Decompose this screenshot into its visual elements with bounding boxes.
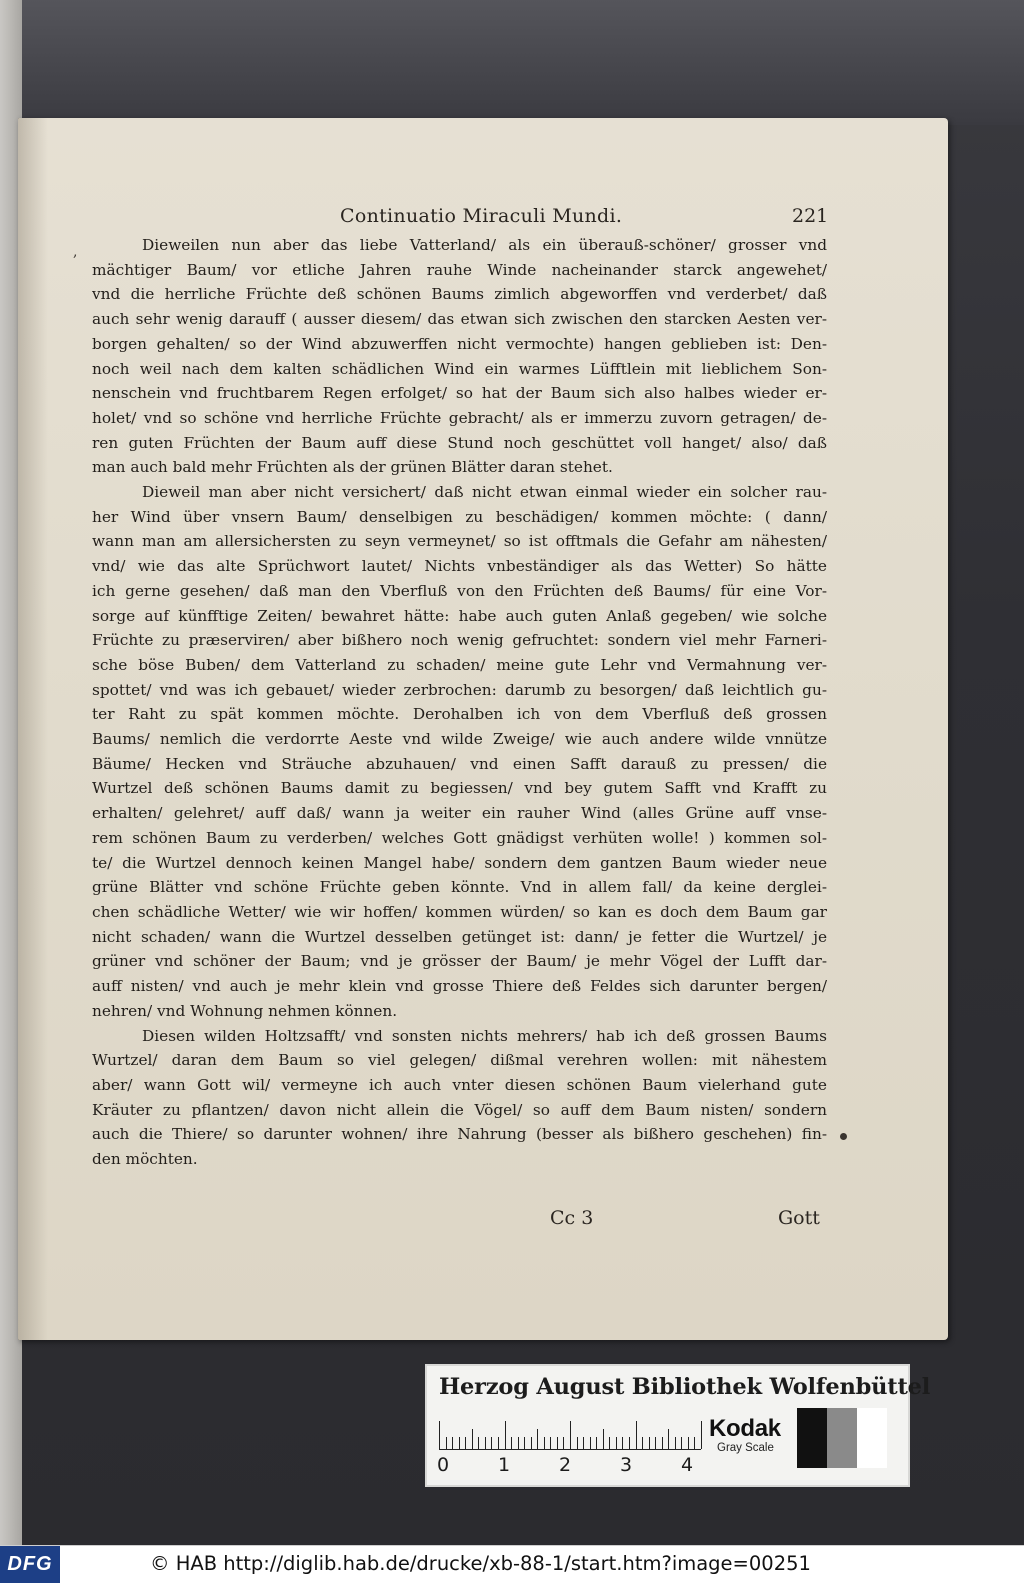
ruler-tick <box>577 1437 578 1449</box>
footer-credit: © HAB http://diglib.hab.de/drucke/xb-88-1/start.htm?image=00251 <box>150 1552 811 1575</box>
ruler-tick <box>472 1429 473 1449</box>
text-line: te/ die Wurtzel dennoch keinen Mangel habe/ sondern dem gantzen Baum wieder neue <box>92 853 827 872</box>
ruler-label: 1 <box>497 1454 511 1476</box>
ruler-label: 4 <box>680 1454 694 1476</box>
ruler-tick <box>478 1437 479 1449</box>
text-line: Bäume/ Hecken vnd Sträuche abzuhauen/ vnd einen Safft darauß zu pressen/ die <box>92 754 827 773</box>
text-line: vnd/ wie das alte Sprüchwort lautet/ Nichts vnbeständiger als das Wetter) So hätte <box>92 557 827 576</box>
ruler-tick <box>616 1437 617 1449</box>
footer-bar <box>0 1545 1024 1583</box>
margin-dot <box>840 1133 847 1140</box>
ruler-tick <box>465 1437 466 1449</box>
running-head <box>0 205 1024 233</box>
text-line: chen schädliche Wetter/ wie wir hoffen/ kommen würden/ so kan es doch dem Baum gar <box>92 902 827 921</box>
scale-ruler <box>439 1419 701 1450</box>
ruler-tick <box>668 1429 669 1449</box>
text-line: grüner vnd schöner der Baum; vnd je grösser der Baum/ je mehr Vögel der Lufft dar- <box>92 952 827 971</box>
text-line: noch weil nach dem kalten schädlichen Wind ein warmes Lüfftlein mit lieblichem Son- <box>92 359 827 378</box>
target-title: Herzog August Bibliothek Wolfenbüttel <box>439 1374 931 1400</box>
ruler-tick <box>570 1421 571 1449</box>
text-line: ich gerne gesehen/ daß man den Vberfluß von den Früchten deß Baums/ für eine Vor- <box>92 581 827 600</box>
ruler-tick <box>622 1437 623 1449</box>
ruler-tick <box>603 1429 604 1449</box>
ruler-label: 0 <box>436 1454 450 1476</box>
text-line: Dieweil man aber nicht versichert/ daß nicht etwan einmal wieder ein solcher rau- <box>142 483 827 502</box>
text-line: sche böse Buben/ dem Vatterland zu schaden/ meine gute Lehr vnd Vermahnung ver- <box>92 655 827 674</box>
paragraph <box>92 1024 827 1172</box>
kodak-subtitle: Gray Scale <box>717 1442 774 1454</box>
ruler-tick <box>537 1429 538 1449</box>
ruler-tick <box>649 1437 650 1449</box>
paragraph <box>92 233 827 480</box>
kodak-brand: Kodak <box>709 1415 781 1442</box>
signature-mark: Cc 3 <box>550 1207 594 1229</box>
ruler-tick <box>675 1437 676 1449</box>
text-line: nehren/ vnd Wohnung nehmen können. <box>92 1001 398 1020</box>
dfg-logo: DFG <box>0 1546 60 1583</box>
gray-swatch <box>797 1408 827 1468</box>
ruler-labels <box>436 1454 701 1478</box>
text-line: Früchte zu præserviren/ aber bißhero noch wenig gefruchtet: sondern viel mehr Farneri- <box>92 631 827 650</box>
ruler-tick <box>544 1437 545 1449</box>
color-target-card <box>425 1364 931 1487</box>
body-text <box>92 233 827 1172</box>
text-line: ter Raht zu spät kommen möchte. Derohalben ich von dem Vberfluß deß grossen <box>92 705 827 724</box>
ruler-tick <box>505 1421 506 1449</box>
text-line: Kräuter zu pflantzen/ davon nicht allein die Vögel/ so auff dem Baum nisten/ sondern <box>92 1100 827 1119</box>
text-line: Wurtzel/ daran dem Baum so viel gelegen/ dißmal verehren wollen: mit nähestem <box>92 1051 827 1070</box>
text-line: auff nisten/ vnd auch je mehr klein vnd grosse Thiere deß Feldes sich darunter bergen/ <box>92 977 827 996</box>
ruler-tick <box>662 1437 663 1449</box>
text-line: vnd die herrliche Früchte deß schönen Baums zimlich abgeworffen vnd verderbet/ daß <box>92 285 827 304</box>
catchword: Gott <box>778 1207 820 1229</box>
running-title: Continuatio Miraculi Mundi. <box>340 205 623 227</box>
text-line: wann man am allersichersten zu seyn vermeynet/ so ist offtmals die Gefahr am nähesten/ <box>92 532 827 551</box>
ruler-tick <box>701 1421 702 1449</box>
margin-mark: , <box>73 244 78 260</box>
text-line: Diesen wilden Holtzsafft/ vnd sonsten nichts mehrers/ hab ich deß grossen Baums <box>142 1026 827 1045</box>
ruler-tick <box>446 1437 447 1449</box>
ruler-tick <box>485 1437 486 1449</box>
text-line: grüne Blätter vnd schöne Früchte geben könnte. Vnd in allem fall/ da keine derglei- <box>92 878 827 897</box>
text-line: den möchten. <box>92 1150 198 1169</box>
ruler-tick <box>550 1437 551 1449</box>
ruler-tick <box>511 1437 512 1449</box>
text-line: ren guten Früchten der Baum auff diese Stund noch geschüttet voll hanget/ also/ daß <box>92 433 827 452</box>
text-line: holet/ vnd so schöne vnd herrliche Früchte gebracht/ als er immerzu zuvorn getragen/ de- <box>92 408 827 427</box>
gray-swatch <box>857 1408 887 1468</box>
ruler-tick <box>629 1437 630 1449</box>
ruler-tick <box>518 1437 519 1449</box>
ruler-tick <box>459 1437 460 1449</box>
ruler-tick <box>583 1437 584 1449</box>
text-line: man auch bald mehr Früchten als der grünen Blätter daran stehet. <box>92 458 613 477</box>
text-line: borgen gehalten/ so der Wind abzuwerffen nicht vermochte) hangen geblieben ist: Den- <box>92 334 827 353</box>
catchline <box>0 1207 1024 1237</box>
text-line: mächtiger Baum/ vor etliche Jahren rauhe Winde nacheinander starck angewehet/ <box>92 260 827 279</box>
ruler-tick <box>609 1437 610 1449</box>
ruler-tick <box>655 1437 656 1449</box>
ruler-tick <box>681 1437 682 1449</box>
scan-top-shadow <box>0 0 1024 125</box>
text-line: her Wind über vnsern Baum/ denselbigen zu beschädigen/ kommen möchte: ( dann/ <box>92 507 827 526</box>
ruler-tick <box>531 1437 532 1449</box>
ruler-tick <box>636 1421 637 1449</box>
text-line: auch sehr wenig darauff ( ausser diesem/ das etwan sich zwischen den starcken Aesten ver- <box>92 310 827 329</box>
text-line: Wurtzel deß schönen Baums damit zu begiessen/ vnd bey gutem Safft vnd Krafft zu <box>92 779 827 798</box>
ruler-tick <box>491 1437 492 1449</box>
text-line: spottet/ vnd was ich gebauet/ wieder zerbrochen: darumb zu besorgen/ daß leichtlich gu- <box>92 680 827 699</box>
page-number: 221 <box>792 205 829 227</box>
text-line: aber/ wann Gott wil/ vermeyne ich auch vnter diesen schönen Baum vielerhand gute <box>92 1075 827 1094</box>
text-line: nicht schaden/ wann die Wurtzel desselben getünget ist: dann/ je fetter die Wurtzel/ je <box>92 927 827 946</box>
ruler-tick <box>498 1437 499 1449</box>
ruler-tick <box>590 1437 591 1449</box>
ruler-tick <box>439 1421 440 1449</box>
ruler-tick <box>642 1437 643 1449</box>
ruler-label: 2 <box>558 1454 572 1476</box>
ruler-tick <box>557 1437 558 1449</box>
text-line: auch die Thiere/ so darunter wohnen/ ihre Nahrung (besser als bißhero geschehen) fin- <box>92 1125 827 1144</box>
page-gutter-shadow <box>18 118 48 1340</box>
text-line: Baums/ nemlich die verdorrte Aeste vnd wilde Zweige/ wie auch andere wilde vnnütze <box>92 730 827 749</box>
text-line: erhalten/ gelehret/ auff daß/ wann ja weiter ein rauher Wind (alles Grüne auff vnse- <box>92 804 827 823</box>
ruler-tick <box>596 1437 597 1449</box>
ruler-tick <box>452 1437 453 1449</box>
ruler-tick <box>688 1437 689 1449</box>
gray-swatch <box>827 1408 857 1468</box>
text-line: sorge auf künfftige Zeiten/ bewahret hätte: habe auch guten Anlaß gegeben/ wie solche <box>92 606 827 625</box>
ruler-tick <box>524 1437 525 1449</box>
ruler-tick <box>563 1437 564 1449</box>
text-line: Dieweilen nun aber das liebe Vatterland/ als ein überauß-schöner/ grosser vnd <box>142 236 827 254</box>
ruler-tick <box>694 1437 695 1449</box>
paragraph <box>92 480 827 1023</box>
text-line: nenschein vnd fruchtbarem Regen erfolget/ so hat der Baum sich also halbes wieder er- <box>92 384 827 403</box>
ruler-label: 3 <box>619 1454 633 1476</box>
text-line: rem schönen Baum zu verderben/ welches Gott gnädigst verhüten wolle! ) kommen sol- <box>92 828 827 847</box>
